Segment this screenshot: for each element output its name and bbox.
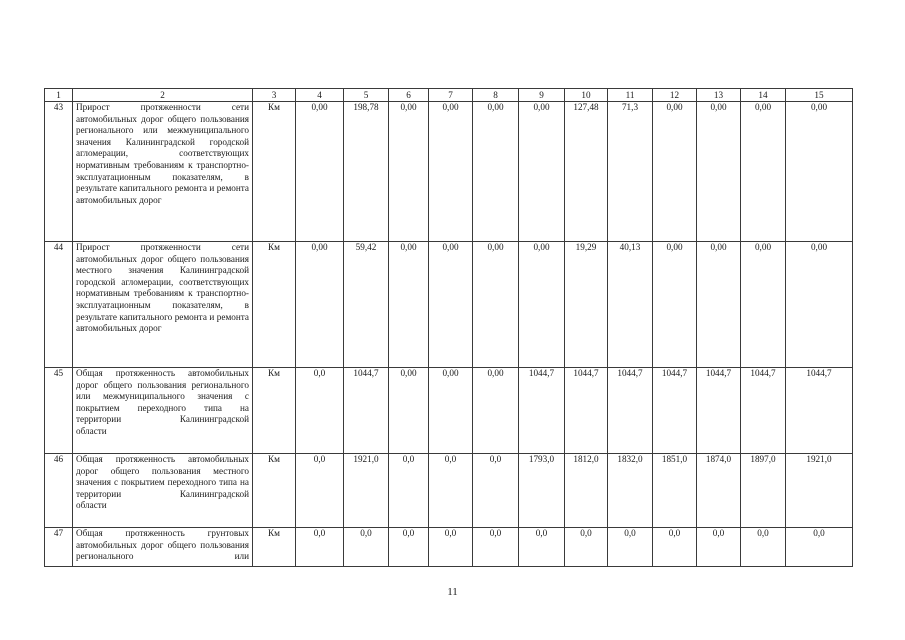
row-value: 1044,7 [608, 368, 653, 454]
row-value: 1874,0 [697, 454, 741, 528]
column-header: 7 [429, 89, 473, 102]
row-value: 0,00 [296, 242, 344, 368]
row-value: 0,0 [608, 528, 653, 567]
row-value: 0,00 [473, 368, 519, 454]
row-value: 0,00 [653, 102, 697, 242]
row-unit: Км [253, 242, 296, 368]
table-row [45, 102, 853, 242]
row-value: 0,0 [786, 528, 853, 567]
row-value: 1044,7 [344, 368, 389, 454]
row-value: 40,13 [608, 242, 653, 368]
column-header: 14 [741, 89, 786, 102]
row-value: 1044,7 [741, 368, 786, 454]
row-value: 0,00 [697, 242, 741, 368]
row-value: 71,3 [608, 102, 653, 242]
row-unit: Км [253, 102, 296, 242]
indicators-table [44, 88, 853, 567]
row-value: 0,0 [653, 528, 697, 567]
row-value: 0,00 [429, 102, 473, 242]
row-value: 0,0 [344, 528, 389, 567]
row-value: 0,0 [296, 454, 344, 528]
row-value: 0,0 [296, 528, 344, 567]
row-value: 0,00 [429, 242, 473, 368]
row-value: 0,00 [786, 242, 853, 368]
row-value: 0,00 [389, 242, 429, 368]
column-header: 15 [786, 89, 853, 102]
row-value: 59,42 [344, 242, 389, 368]
column-header: 5 [344, 89, 389, 102]
row-value: 0,00 [697, 102, 741, 242]
column-header: 13 [697, 89, 741, 102]
column-header: 4 [296, 89, 344, 102]
table-header-row [45, 89, 853, 102]
column-header: 2 [73, 89, 253, 102]
row-value: 19,29 [565, 242, 608, 368]
row-value: 1832,0 [608, 454, 653, 528]
row-value: 0,0 [296, 368, 344, 454]
row-description: Общая протяженность автомобильных дорог общего пользования местного значения с покрытием переходного типа на территории Калининградской области [73, 454, 253, 528]
row-unit: Км [253, 528, 296, 567]
row-value: 1044,7 [565, 368, 608, 454]
row-value: 0,0 [473, 454, 519, 528]
row-description: Общая протяженность автомобильных дорог общего пользования регионального или межмуниципального значения с покрытием переходного типа на территории Калининградской области [73, 368, 253, 454]
row-number: 46 [45, 454, 73, 528]
row-value: 1812,0 [565, 454, 608, 528]
table-row [45, 242, 853, 368]
row-value: 0,0 [429, 528, 473, 567]
column-header: 9 [519, 89, 565, 102]
row-value: 0,00 [389, 368, 429, 454]
row-value: 0,00 [429, 368, 473, 454]
row-value: 1044,7 [786, 368, 853, 454]
row-value: 0,00 [786, 102, 853, 242]
column-header: 10 [565, 89, 608, 102]
row-description: Прирост протяженности сети автомобильных дорог общего пользования регионального или межмуниципального значения Калининградской городской агломерации, соответствующих нормативным требованиям к транспортно-эксплуатационным показателям, в результате капитального ремонта и ремонта автомобильных дорог [73, 102, 253, 242]
table-row [45, 528, 853, 567]
column-header: 8 [473, 89, 519, 102]
row-value: 0,00 [653, 242, 697, 368]
page-number: 11 [447, 586, 458, 598]
row-value: 0,00 [519, 102, 565, 242]
row-value: 0,00 [473, 242, 519, 368]
row-value: 0,00 [473, 102, 519, 242]
row-number: 44 [45, 242, 73, 368]
row-value: 0,0 [741, 528, 786, 567]
row-value: 0,00 [741, 242, 786, 368]
row-value: 0,0 [389, 454, 429, 528]
row-value: 0,0 [389, 528, 429, 567]
row-unit: Км [253, 368, 296, 454]
row-value: 0,00 [296, 102, 344, 242]
row-value: 1851,0 [653, 454, 697, 528]
row-value: 1044,7 [653, 368, 697, 454]
row-value: 1921,0 [786, 454, 853, 528]
column-header: 3 [253, 89, 296, 102]
column-header: 6 [389, 89, 429, 102]
row-number: 47 [45, 528, 73, 567]
row-value: 0,0 [697, 528, 741, 567]
row-value: 1044,7 [519, 368, 565, 454]
row-value: 0,0 [519, 528, 565, 567]
row-value: 0,00 [741, 102, 786, 242]
row-value: 1897,0 [741, 454, 786, 528]
table-row [45, 368, 853, 454]
row-value: 1044,7 [697, 368, 741, 454]
row-value: 0,00 [519, 242, 565, 368]
row-number: 45 [45, 368, 73, 454]
row-value: 0,0 [429, 454, 473, 528]
row-description: Общая протяженность грунтовых автомобильных дорог общего пользования регионального или [73, 528, 253, 567]
row-value: 0,0 [565, 528, 608, 567]
column-header: 1 [45, 89, 73, 102]
column-header: 12 [653, 89, 697, 102]
row-description: Прирост протяженности сети автомобильных дорог общего пользования местного значения Калининградской городской агломерации, соответствующих нормативным требованиям к транспортно- эксплуатационным показателям, в результате капитального ремонта и ремонта автомобильных дорог [73, 242, 253, 368]
row-value: 0,0 [473, 528, 519, 567]
column-header: 11 [608, 89, 653, 102]
row-value: 198,78 [344, 102, 389, 242]
table-row [45, 454, 853, 528]
row-number: 43 [45, 102, 73, 242]
row-value: 127,48 [565, 102, 608, 242]
row-value: 0,00 [389, 102, 429, 242]
row-unit: Км [253, 454, 296, 528]
row-value: 1921,0 [344, 454, 389, 528]
row-value: 1793,0 [519, 454, 565, 528]
